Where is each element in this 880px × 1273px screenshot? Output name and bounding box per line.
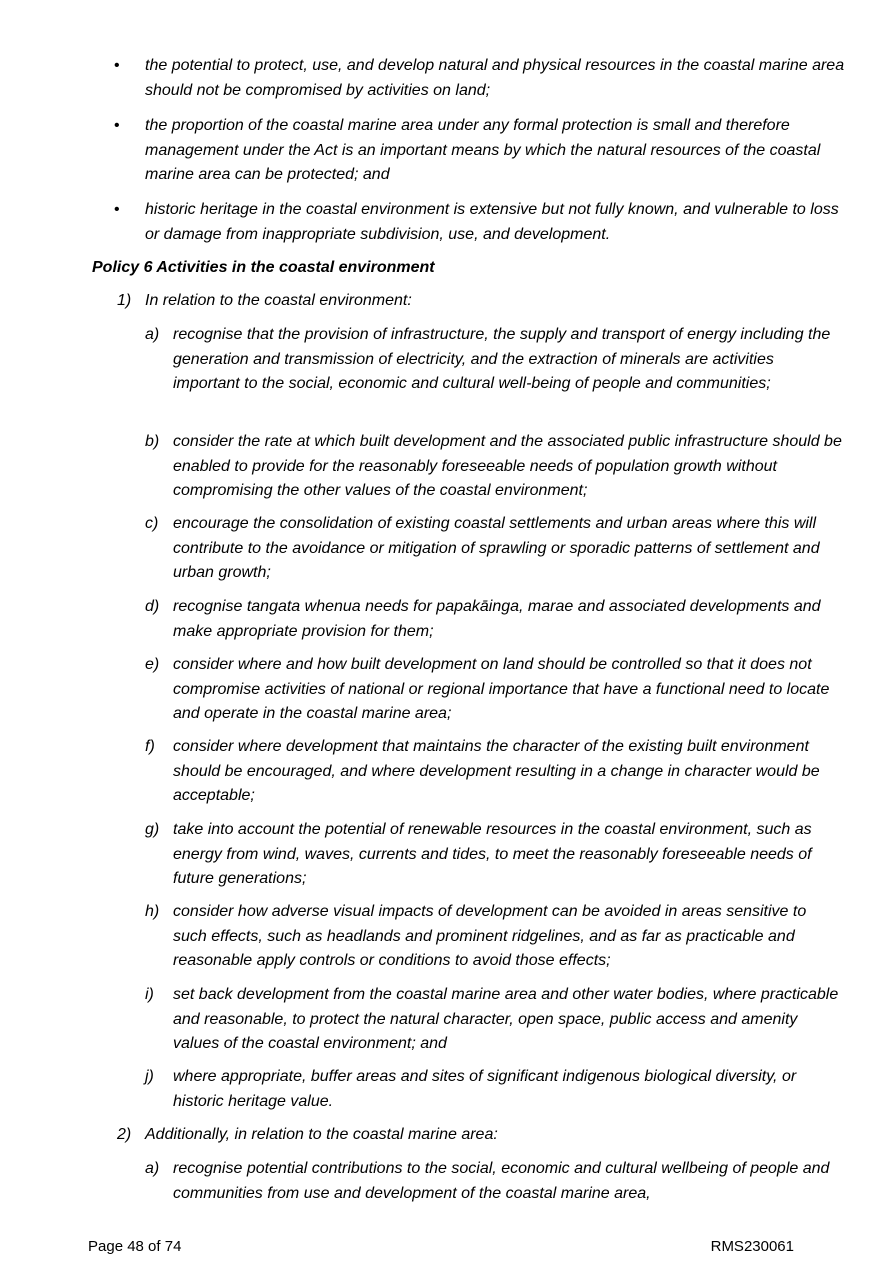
item-letter: c)	[145, 515, 159, 532]
bullet-item: the proportion of the coastal marine area under any formal protection is small and therefore management under the Act is an important means by which the natural resources of the coastal marine area can be protected; and	[145, 117, 821, 183]
list-item: take into account the potential of renewable resources in the coastal environment, such as energy from wind, waves, currents and tides, to meet the reasonably foreseeable needs of future generations;	[173, 821, 812, 887]
item-letter: g)	[145, 821, 160, 838]
section-text: In relation to the coastal environment:	[145, 292, 412, 309]
list-item: consider where development that maintains the character of the existing built environment should be encouraged, and where development resulting in a change in character would be acceptable;	[173, 738, 820, 804]
policy-heading: Policy 6 Activities in the coastal environment	[92, 259, 435, 276]
section-number: 1)	[117, 292, 132, 309]
list-item: consider how adverse visual impacts of development can be avoided in areas sensitive to such effects, such as headlands and prominent ridgelines, and as far as practicable and reasonable apply controls or conditions to avoid those effects;	[173, 903, 807, 969]
item-letter: e)	[145, 656, 160, 673]
list-item: consider the rate at which built development and the associated public infrastructure should be enabled to provide for the reasonably foreseeable needs of population growth without compromising the other values of the coastal environment;	[173, 433, 842, 499]
document-reference: RMS230061	[710, 1238, 794, 1255]
list-item: recognise potential contributions to the social, economic and cultural wellbeing of people and communities from use and development of the coastal marine area,	[173, 1160, 830, 1202]
section-text: Additionally, in relation to the coastal marine area:	[145, 1126, 498, 1143]
bullet-marker: •	[114, 201, 120, 218]
bullet-marker: •	[114, 117, 120, 134]
list-item: set back development from the coastal marine area and other water bodies, where practicable and reasonable, to protect the natural character, open space, public access and amenity values of the coastal environment; and	[173, 986, 839, 1052]
list-item: recognise that the provision of infrastructure, the supply and transport of energy including the generation and transmission of electricity, and the extraction of minerals are activities important to the social, economic and cultural well-being of people and communities;	[173, 326, 831, 392]
item-letter: a)	[145, 1160, 160, 1177]
list-item: consider where and how built development on land should be controlled so that it does not compromise activities of national or regional importance that have a functional need to locate and operate in the coastal marine area;	[173, 656, 830, 722]
list-item: encourage the consolidation of existing coastal settlements and urban areas where this will contribute to the avoidance or mitigation of sprawling or sporadic patterns of settlement and urban growth;	[173, 515, 820, 581]
item-letter: b)	[145, 433, 160, 450]
page-number: Page 48 of 74	[88, 1238, 182, 1255]
item-letter: d)	[145, 598, 160, 615]
item-letter: j)	[145, 1068, 154, 1085]
list-item: recognise tangata whenua needs for papakāinga, marae and associated developments and make appropriate provision for them;	[173, 598, 821, 640]
bullet-marker: •	[114, 57, 120, 74]
list-item: where appropriate, buffer areas and sites of significant indigenous biological diversity, or historic heritage value.	[173, 1068, 797, 1110]
item-letter: h)	[145, 903, 160, 920]
item-letter: a)	[145, 326, 160, 343]
item-letter: f)	[145, 738, 155, 755]
bullet-item: the potential to protect, use, and develop natural and physical resources in the coastal marine area should not be compromised by activities on land;	[145, 57, 845, 99]
section-number: 2)	[117, 1126, 132, 1143]
bullet-item: historic heritage in the coastal environment is extensive but not fully known, and vulnerable to loss or damage from inappropriate subdivision, use, and development.	[145, 201, 839, 243]
item-letter: i)	[145, 986, 154, 1003]
